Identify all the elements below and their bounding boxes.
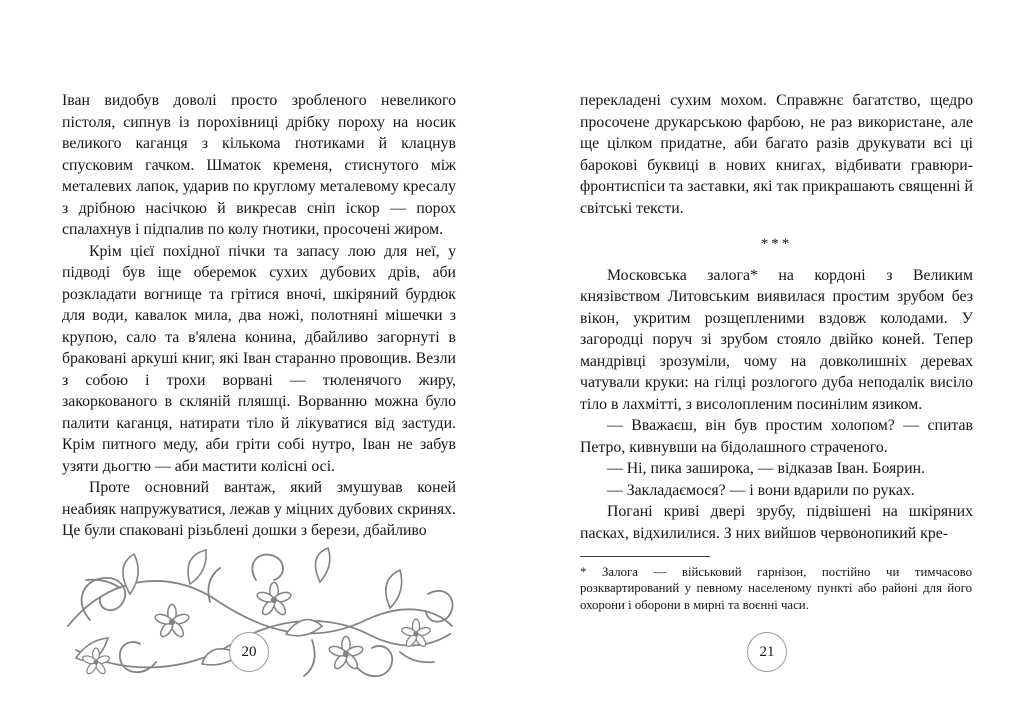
dialogue-line: — Ні, пика заширока, — відказав Іван. Боярин. bbox=[607, 460, 926, 477]
floral-engraving-icon bbox=[60, 542, 460, 692]
right-page-text-column bbox=[580, 90, 973, 544]
paragraph: Крім цієї похідної пічки та запасу лою для неї, у підводі був іще оберемок сухих дубових дрів, аби розкладати вогнище та грітися вночі, шкіряний бурдюк для води, кавалок мила, два ножі, полотняні мішечки з крупою, сало та в'ялена конина, дбайливо загорнуті в браковані аркуші книг, які Іван старанно провощив. Везли з собою і трохи ворвані — тюленячого жиру, закоркованого в скляній пляшці. Ворванню можна було палити каганця, натирати тіло й лікуватися від застуди. Крім питного меду, аби гріти собі нутро, Іван не забув узяти дьогтю — аби мастити колісні осі. bbox=[62, 242, 456, 475]
page-number-label: 21 bbox=[759, 643, 775, 660]
paragraph: Московська залога* на кордоні з Великим князівством Литовським виявилася простим зрубом без вікон, укритим розщепленими вздовж колодами. У загородці поруч зі зрубом стояло двійко коней. Тепер мандрівці зрозуміли, чому на довколишніх деревах чатували круки: на гілці розлогого дуба неподалік висіло тіло в лахмітті, з висолопленим посинілим язиком. bbox=[580, 266, 973, 413]
floral-ornament bbox=[60, 542, 460, 692]
dialogue-line: — Вважаєш, він був простим холопом? — спитав Петро, кивнувши на бідолашного страченого. bbox=[580, 417, 973, 456]
section-separator: *** bbox=[760, 236, 793, 252]
footnote: * Залога — військовий гарнізон, постійно чи тимчасово розквартирований у певному населеному пункті або районі для його охорони і оборони в мирні та воєнні часи. bbox=[580, 565, 972, 612]
paragraph: Іван видобув доволі просто зробленого невеликого пістоля, сипнув із порохівниці дрібку пороху на носик великого каганця з кількома ґнотиками й клацнув спусковим гачком. Шматок кременя, стиснутого між металевих лапок, ударив по круглому металевому кресалу з дрібною насічкою й викресав сніп іскор — порох спалахнув і підпалив по колу ґнотики, просочені жиром. bbox=[62, 92, 456, 238]
page-number-right bbox=[747, 632, 787, 672]
left-page-text-column bbox=[62, 90, 456, 542]
paragraph: Погані криві двері зрубу, підвішені на шкіряних пасках, відхилилися. З них вийшов червонопикий кре- bbox=[580, 503, 973, 542]
paragraph: Проте основний вантаж, який змушував коней неабияк напружуватися, лежав у міцних дубових скринях. Це були спаковані різьблені дошки з берези, дбайливо bbox=[62, 479, 456, 539]
paragraph: перекладені сухим мохом. Справжнє багатство, щедро просочене друкарською фарбою, не раз використане, але ще цілком придатне, аби багато разів друкувати всі ці барокові буквиці в нових книгах, відбивати гравюри-фронтиспіси та заставки, які так прикрашають священні й світські тексти. bbox=[580, 92, 973, 217]
page-number-left bbox=[229, 632, 269, 672]
footnote-divider bbox=[580, 556, 710, 557]
dialogue-line: — Закладаємося? — і вони вдарили по руках. bbox=[607, 481, 915, 499]
page-number-label: 20 bbox=[241, 643, 257, 660]
